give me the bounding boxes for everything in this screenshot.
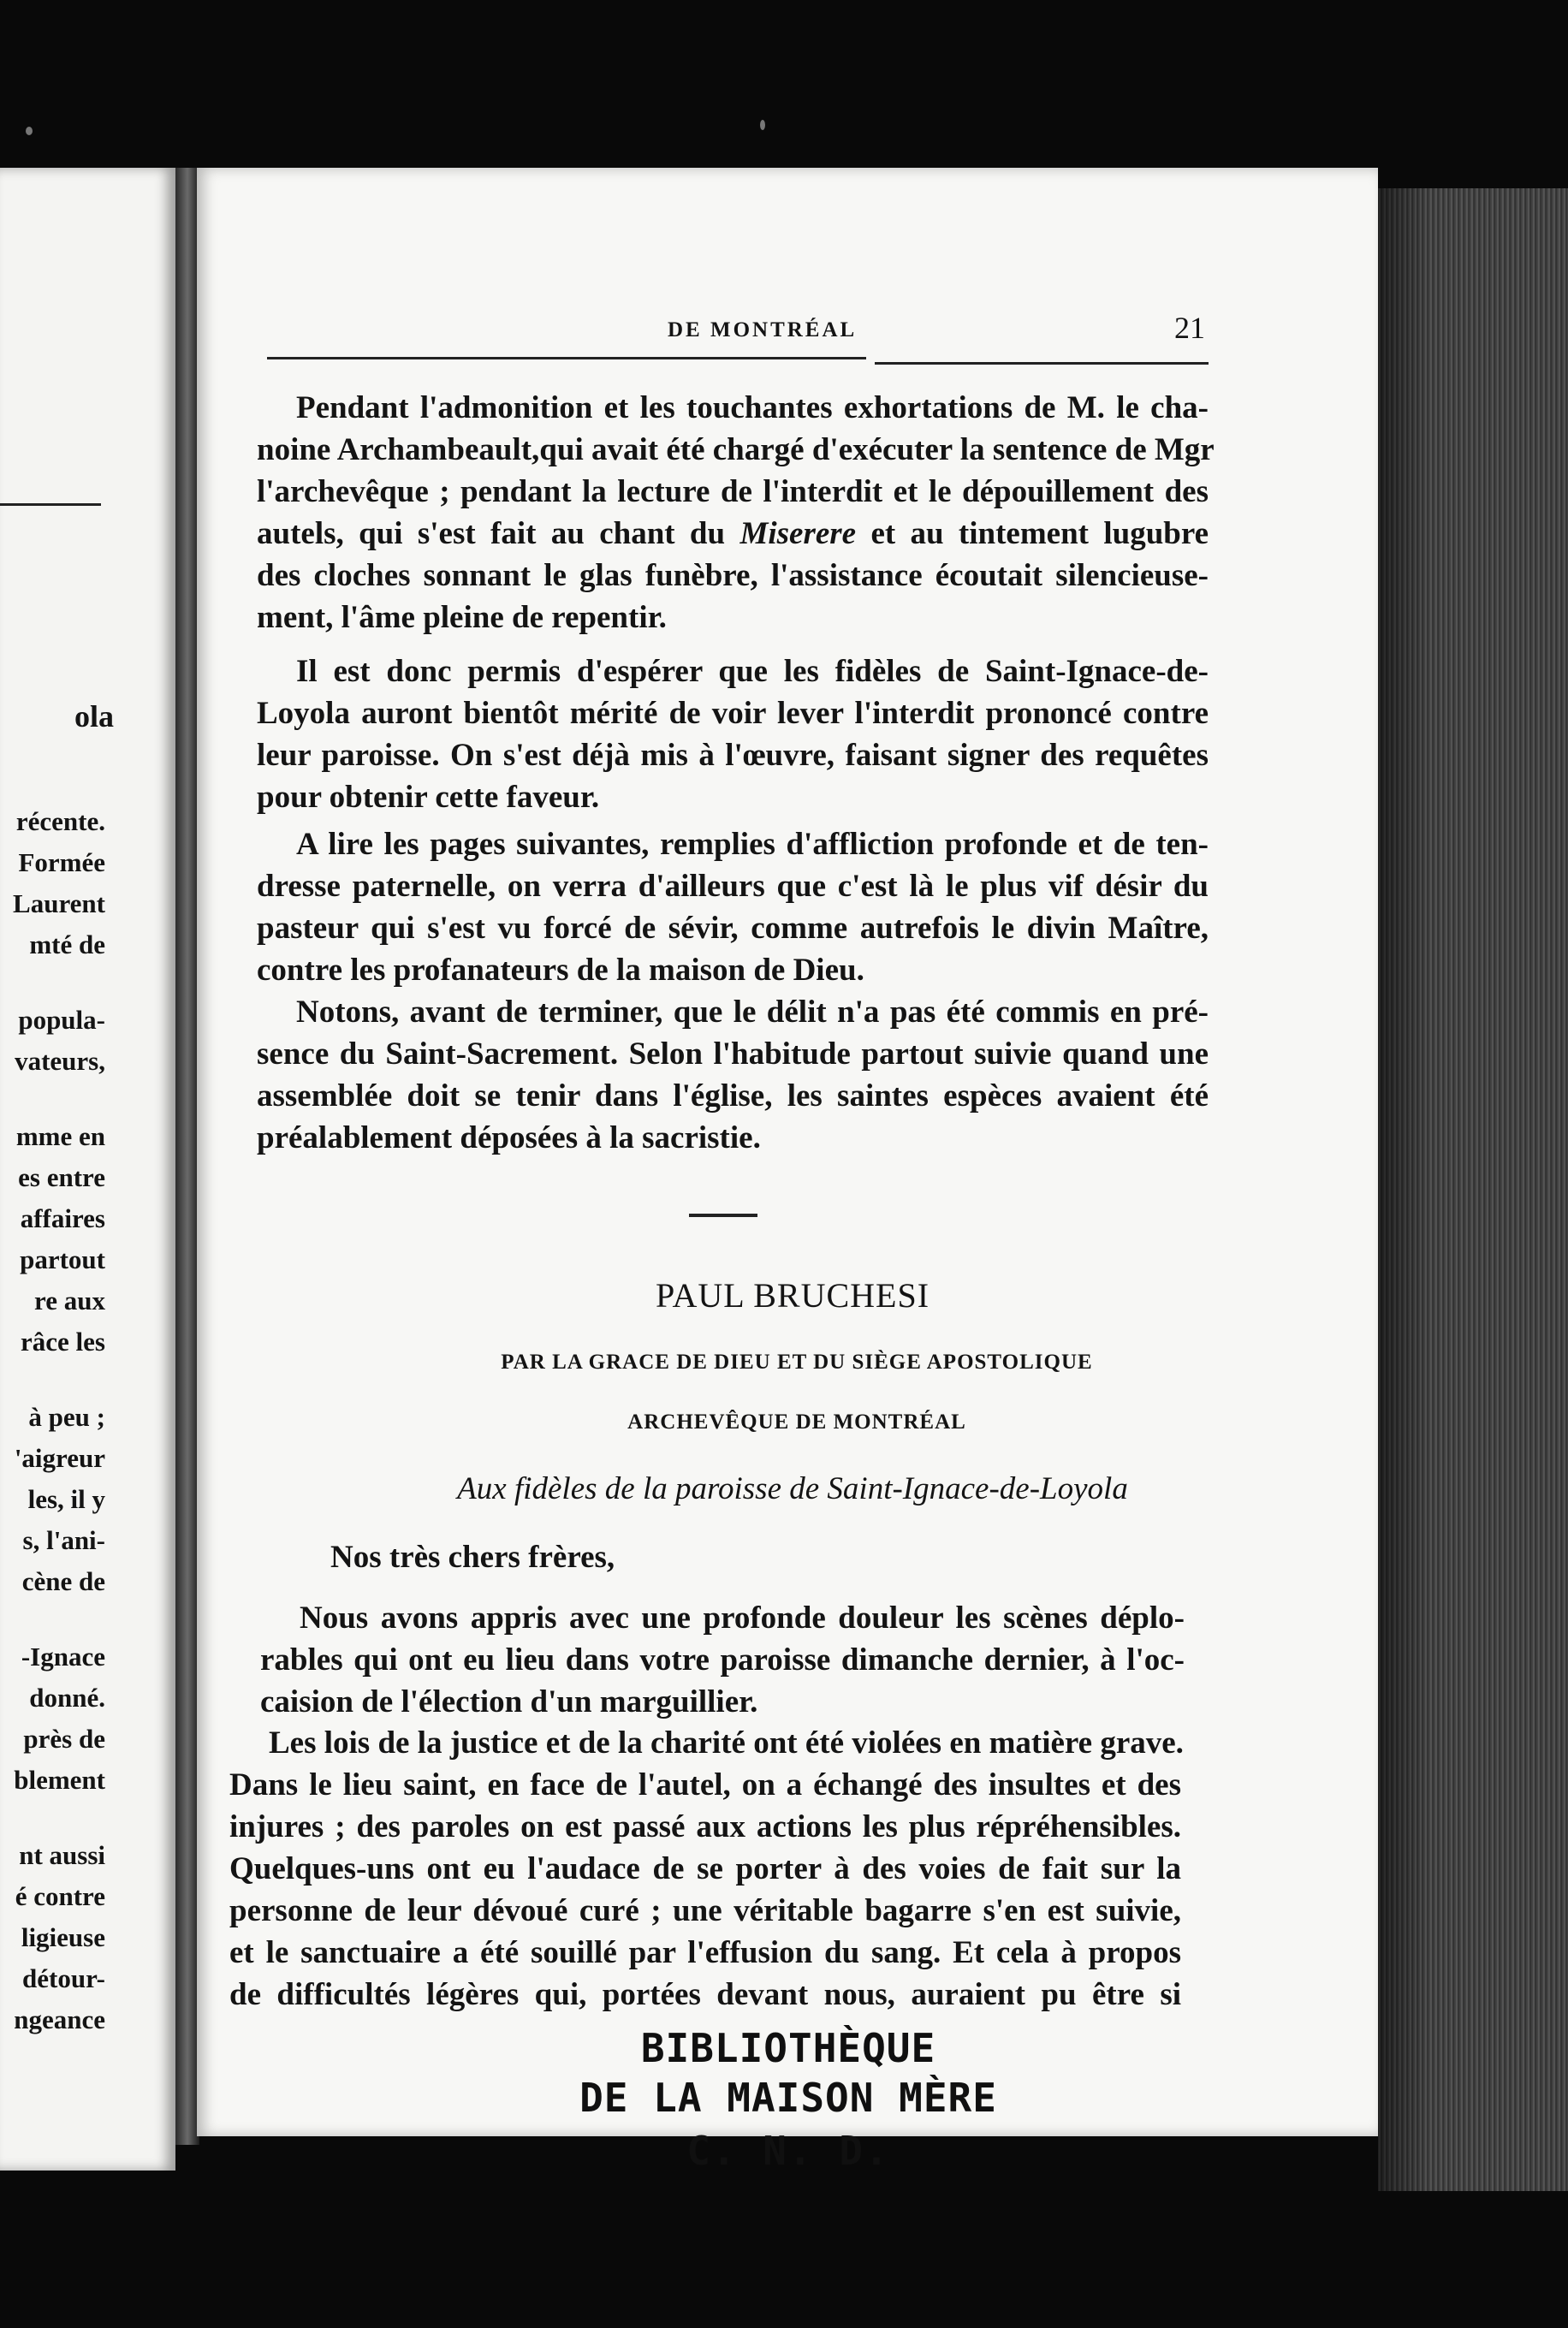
text-line: Les lois de la justice et de la charité ont été violées en matière grave. <box>269 1725 1184 1761</box>
text-line: ment, l'âme pleine de repentir. <box>257 600 667 635</box>
dust-speck <box>760 120 765 130</box>
letter-salutation: Nos très chers frères, <box>330 1540 615 1575</box>
text-line: de difficultés légères qui, portées devant nous, auraient pu être si <box>229 1977 1181 2012</box>
left-line: ligieuse <box>21 1922 105 1952</box>
left-line: 'aigreur <box>14 1443 105 1473</box>
left-line: ngeance <box>14 2004 105 2034</box>
text-line: et le sanctuaire a été souillé par l'effusion du sang. Et cela à propos <box>229 1935 1181 1970</box>
text-line: des cloches sonnant le glas funèbre, l'assistance écoutait silencieuse- <box>257 558 1209 593</box>
header-rule <box>875 362 1209 365</box>
left-line: donné. <box>29 1683 105 1713</box>
dust-speck <box>26 127 33 135</box>
letter-author: PAUL BRUCHESI <box>655 1276 930 1315</box>
text-line: Il est donc permis d'espérer que les fidèles de Saint-Ignace-de- <box>296 654 1209 689</box>
library-stamp-line: DE LA MAISON MÈRE <box>579 2075 997 2121</box>
text-line: leur paroisse. On s'est déjà mis à l'œuvre, faisant signer des requêtes <box>257 738 1209 773</box>
library-stamp-line: BIBLIOTHÈQUE <box>640 2025 936 2071</box>
left-line: à peu ; <box>28 1402 105 1432</box>
text-line: A lire les pages suivantes, remplies d'affliction profonde et de ten- <box>296 827 1209 862</box>
text-line: Dans le lieu saint, en face de l'autel, on a échangé des insultes et des <box>229 1767 1181 1802</box>
text-line: Pendant l'admonition et les touchantes exhortations de M. le cha- <box>296 390 1209 425</box>
text-line: préalablement déposées à la sacristie. <box>257 1120 761 1155</box>
letter-paragraph-1 <box>260 1597 1185 1723</box>
page-number: 21 <box>1174 311 1205 345</box>
left-line: mté de <box>29 929 105 959</box>
text-line: contre les profanateurs de la maison de Dieu. <box>257 953 864 988</box>
left-line: es entre <box>18 1162 105 1192</box>
left-line: Laurent <box>13 888 105 918</box>
section-divider <box>689 1214 757 1217</box>
paragraph-notons <box>257 991 1209 1159</box>
left-line: nt aussi <box>19 1840 105 1870</box>
text-span: autels, qui s'est fait au chant du <box>257 516 726 551</box>
text-line: rables qui ont eu lieu dans votre paroisse dimanche dernier, à l'oc- <box>260 1642 1185 1678</box>
left-line: s, l'ani- <box>22 1525 105 1555</box>
letter-address: Aux fidèles de la paroisse de Saint-Ignace-de-Loyola <box>457 1471 1128 1506</box>
text-line: noine Archambeault,qui avait été chargé d'exécuter la sentence de Mgr <box>257 432 1215 467</box>
left-line: partout <box>20 1244 105 1274</box>
left-line: é contre <box>15 1881 105 1911</box>
paragraph-following-pages <box>257 823 1209 991</box>
left-line: vateurs, <box>15 1046 105 1076</box>
text-line: injures ; des paroles on est passé aux actions les plus répréhensibles. <box>229 1809 1181 1844</box>
left-line: les, il y <box>27 1484 105 1514</box>
book-edge-shadow <box>1378 188 1429 2191</box>
text-line: pour obtenir cette faveur. <box>257 780 600 815</box>
text-line: personne de leur dévoué curé ; une véritable bagarre s'en est suivie, <box>229 1893 1181 1928</box>
letter-grace: PAR LA GRACE DE DIEU ET DU SIÈGE APOSTOLIQUE <box>501 1351 1093 1374</box>
text-span: et au tintement lugubre <box>870 516 1209 551</box>
miserere-italic: Miserere <box>739 516 857 551</box>
left-page <box>0 168 175 2171</box>
running-head: DE MONTRÉAL <box>668 318 858 341</box>
left-line: cène de <box>21 1566 105 1596</box>
letter-paragraph-2 <box>229 1722 1184 2016</box>
left-line: récente. <box>15 806 105 836</box>
left-line: détour- <box>22 1963 105 1993</box>
left-line: re aux <box>34 1286 105 1315</box>
left-line: mme en <box>15 1121 105 1151</box>
text-line: sence du Saint-Sacrement. Selon l'habitude partout suivie quand une <box>257 1036 1209 1072</box>
library-stamp-line: C. N. D. <box>686 2128 890 2174</box>
text-line: Quelques-uns ont eu l'audace de se porter à des voies de fait sur la <box>229 1851 1181 1886</box>
left-line: Formée <box>18 847 105 877</box>
text-line: l'archevêque ; pendant la lecture de l'interdit et le dépouillement des <box>257 474 1209 509</box>
text-line: dresse paternelle, on verra d'ailleurs que c'est là le plus vif désir du <box>257 869 1209 904</box>
text-line: assemblée doit se tenir dans l'église, les saintes espèces avaient été <box>257 1078 1209 1114</box>
text-line: caision de l'élection d'un marguillier. <box>260 1684 758 1719</box>
paragraph-admonition <box>257 387 1215 638</box>
left-line: près de <box>23 1724 105 1754</box>
letter-title: ARCHEVÊQUE DE MONTRÉAL <box>627 1410 966 1434</box>
header-rule <box>267 357 866 359</box>
text-line: Notons, avant de terminer, que le délit n'a pas été commis en pré- <box>296 995 1209 1030</box>
text-line: Nous avons appris avec une profonde douleur les scènes déplo- <box>300 1600 1185 1636</box>
left-line: -Ignace <box>21 1642 105 1672</box>
paragraph-hope <box>257 650 1209 818</box>
left-page-rule <box>0 503 101 506</box>
left-line: blement <box>14 1765 105 1795</box>
left-line: affaires <box>20 1203 105 1233</box>
text-line <box>257 513 1209 555</box>
text-line: Loyola auront bientôt mérité de voir lever l'interdit prononcé contre <box>257 696 1209 731</box>
left-line: râce les <box>21 1327 105 1357</box>
text-line: pasteur qui s'est vu forcé de sévir, comme autrefois le divin Maître, <box>257 911 1209 946</box>
left-line: popula- <box>18 1005 105 1035</box>
book-gutter <box>175 168 199 2145</box>
left-page-heading: ola <box>74 699 114 733</box>
